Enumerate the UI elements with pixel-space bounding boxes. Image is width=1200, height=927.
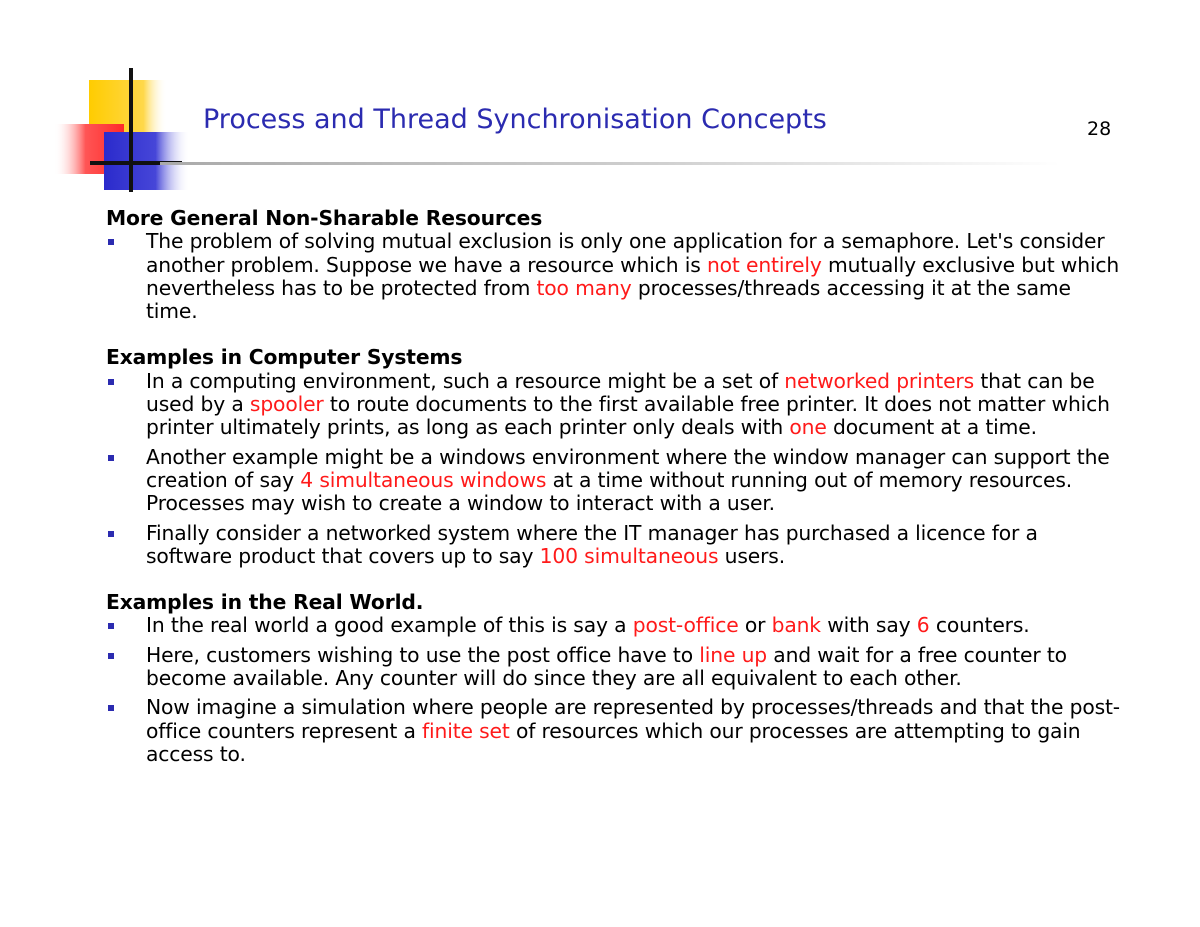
section-heading: More General Non-Sharable Resources bbox=[106, 206, 543, 230]
slide-logo bbox=[0, 0, 200, 200]
bullet-list bbox=[106, 230, 1126, 323]
bullet-square-icon bbox=[108, 705, 114, 711]
section-heading: Examples in the Real World. bbox=[106, 590, 424, 615]
section-non-sharable-resources bbox=[106, 207, 1126, 323]
bullet-item: Now imagine a simulation where people are represented by processes/threads and that the post-office counters represent a finite set of resources which our processes are attempting to gain access to. bbox=[106, 696, 1126, 766]
bullet-item: Another example might be a windows environment where the window manager can support the creation of say 4 simultaneous windows at a time without running out of memory resources. Processes may wish to create a window to interact with a user. bbox=[106, 446, 1126, 516]
bullet-item: In a computing environment, such a resource might be a set of networked printers that can be used by a spooler to route documents to the first available free printer. It does not matter which printer ultimately prints, as long as each printer only deals with one document at a time. bbox=[106, 370, 1126, 440]
bullet-square-icon bbox=[108, 653, 114, 659]
bullet-list bbox=[106, 370, 1126, 568]
page-number: 28 bbox=[1087, 118, 1112, 140]
bullet-item: The problem of solving mutual exclusion is only one application for a semaphore. Let's consider another problem. Suppose we have a resource which is not entirely mutually exclusive but which nevertheless has to be protected from too many processes/threads accessing it at the same time. bbox=[106, 230, 1126, 323]
slide-title: Process and Thread Synchronisation Concepts bbox=[203, 104, 827, 135]
section-real-world bbox=[106, 591, 1126, 766]
bullet-square-icon bbox=[108, 455, 114, 461]
title-underline bbox=[160, 162, 1060, 165]
section-computer-systems bbox=[106, 346, 1126, 568]
bullet-square-icon bbox=[108, 239, 114, 245]
logo-vertical-line bbox=[129, 68, 133, 192]
section-heading: Examples in Computer Systems bbox=[106, 345, 463, 370]
bullet-item: Finally consider a networked system where the IT manager has purchased a licence for a software product that covers up to say 100 simultaneous users. bbox=[106, 522, 1126, 569]
slide-body bbox=[106, 207, 1126, 789]
bullet-square-icon bbox=[108, 623, 114, 629]
bullet-square-icon bbox=[108, 531, 114, 537]
bullet-list bbox=[106, 614, 1126, 766]
bullet-item: In the real world a good example of this is say a post-office or bank with say 6 counters. bbox=[106, 614, 1126, 637]
bullet-item: Here, customers wishing to use the post office have to line up and wait for a free counter to become available. Any counter will do since they are all equivalent to each other. bbox=[106, 644, 1126, 691]
bullet-square-icon bbox=[108, 379, 114, 385]
